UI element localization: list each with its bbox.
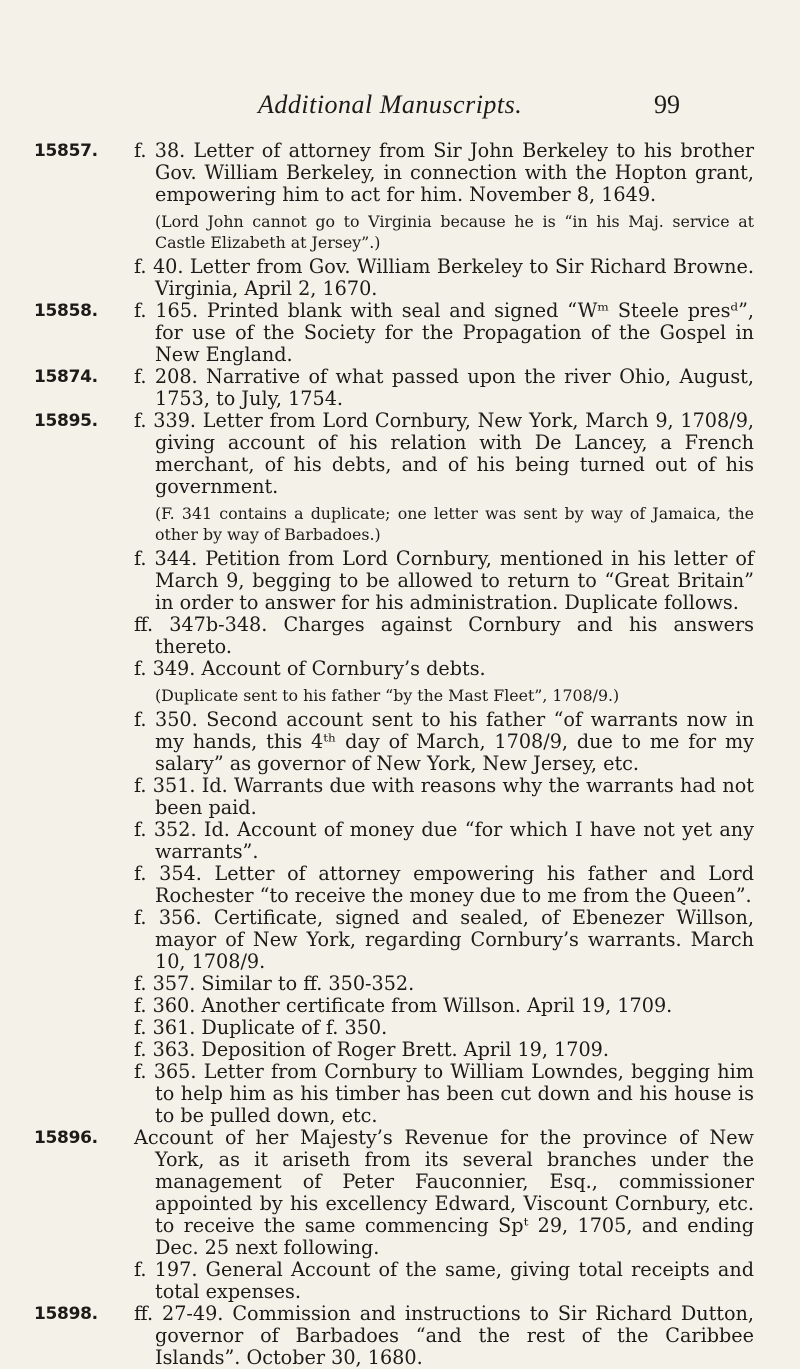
entry-item: f. 40. Letter from Gov. William Berkeley to Sir Richard Browne. Virginia, April 2, 1670. — [134, 255, 754, 300]
entry-15895 — [34, 410, 754, 1127]
entry-item: f. 365. Letter from Cornbury to William Lowndes, begging him to help him as his timber has been cut down and his house is to be pulled down, etc. — [134, 1060, 754, 1127]
entry-item: f. 208. Narrative of what passed upon the river Ohio, August, 1753, to July, 1754. — [134, 365, 754, 410]
entry-item: f. 357. Similar to ff. 350-352. — [134, 972, 415, 995]
entry-number: 15895. — [34, 411, 98, 431]
entry-item: f. 38. Letter of attorney from Sir John Berkeley to his brother Gov. William Berkeley, in connection with the Hopton grant, empowering him to act for him. November 8, 1649. — [134, 139, 754, 206]
entry-item: f. 165. Printed blank with seal and signed “Wᵐ Steele presᵈ”, for use of the Society for the Propagation of the Gospel in New England. — [134, 299, 754, 366]
entry-item: Account of her Majesty’s Revenue for the province of New York, as it ariseth from its several branches under the management of Peter Fauconnier, Esq., commissioner appointed by his excellency Edward, Viscount Cornbury, etc. to receive the same commencing Spᵗ 29, 1705, and ending Dec. 25 next following. — [134, 1126, 754, 1259]
entry-item: f. 352. Id. Account of money due “for which I have not yet any warrants”. — [134, 818, 754, 863]
entry-item: f. 354. Letter of attorney empowering his father and Lord Rochester “to receive the money due to me from the Queen”. — [134, 862, 754, 907]
entry-item: f. 351. Id. Warrants due with reasons why the warrants had not been paid. — [134, 774, 754, 819]
entry-15874 — [34, 366, 754, 410]
entry-item: ff. 27-49. Commission and instructions to Sir Richard Dutton, governor of Barbadoes “and the rest of the Caribbee Islands”. October 30, 1680. — [134, 1302, 754, 1369]
entry-item: f. 350. Second account sent to his father “of warrants now in my hands, this 4ᵗʰ day of March, 1708/9, due to me for my salary” as governor of New York, New Jersey, etc. — [134, 708, 754, 775]
entry-15898 — [34, 1303, 754, 1369]
entry-note: (Duplicate sent to his father “by the Mast Fleet”, 1708/9.) — [155, 686, 620, 705]
entry-item: f. 349. Account of Cornbury’s debts. — [134, 657, 486, 680]
entry-item: f. 197. General Account of the same, giving total receipts and total expenses. — [134, 1258, 754, 1303]
manuscript-entries — [34, 140, 754, 1369]
running-title: Additional Manuscripts. — [258, 90, 523, 119]
entry-number: 15857. — [34, 141, 98, 161]
entry-number: 15896. — [34, 1128, 98, 1148]
page-number: 99 — [654, 90, 680, 119]
entry-item: f. 361. Duplicate of f. 350. — [134, 1016, 388, 1039]
running-head — [0, 90, 800, 130]
entry-item: f. 339. Letter from Lord Cornbury, New York, March 9, 1708/9, giving account of his relation with De Lancey, a French merchant, of his debts, and of his being turned out of his government. — [134, 409, 754, 498]
entry-item: f. 356. Certificate, signed and sealed, of Ebenezer Willson, mayor of New York, regarding Cornbury’s warrants. March 10, 1708/9. — [134, 906, 754, 973]
entry-item: f. 360. Another certificate from Willson. April 19, 1709. — [134, 994, 673, 1017]
entry-15896 — [34, 1127, 754, 1303]
entry-15857 — [34, 140, 754, 300]
entry-item: f. 344. Petition from Lord Cornbury, mentioned in his letter of March 9, begging to be allowed to return to “Great Britain” in order to answer for his administration. Duplicate follows. — [134, 547, 754, 614]
entry-number: 15858. — [34, 301, 98, 321]
entry-number: 15898. — [34, 1304, 98, 1324]
entry-note: (F. 341 contains a duplicate; one letter was sent by way of Jamaica, the other by way of Barbadoes.) — [155, 504, 754, 544]
entry-item: f. 363. Deposition of Roger Brett. April 19, 1709. — [134, 1038, 609, 1061]
entry-15858 — [34, 300, 754, 366]
entry-item: ff. 347b-348. Charges against Cornbury and his answers thereto. — [134, 613, 754, 658]
entry-number: 15874. — [34, 367, 98, 387]
entry-note: (Lord John cannot go to Virginia because he is “in his Maj. service at Castle Elizabeth at Jersey”.) — [155, 212, 754, 252]
